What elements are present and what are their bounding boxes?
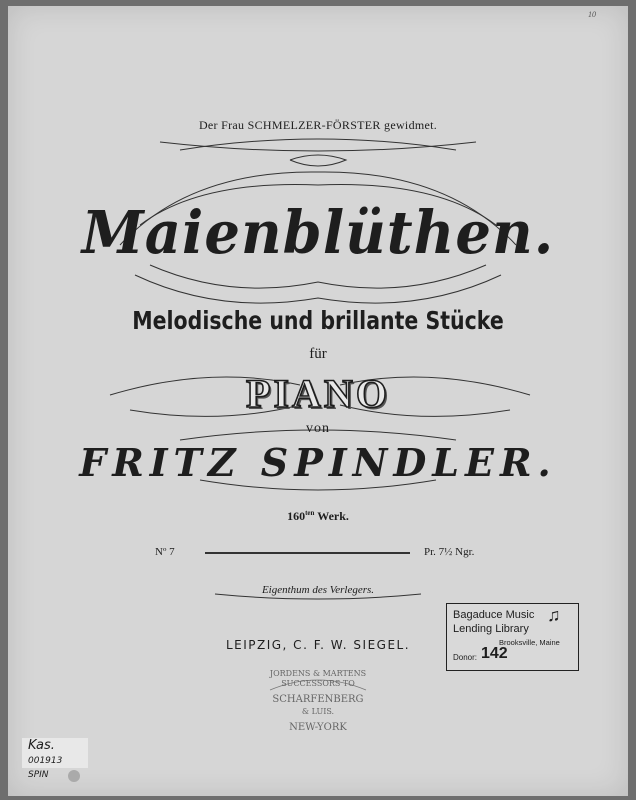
svg-text:SCHARFENBERG: SCHARFENBERG	[272, 694, 364, 705]
library-name-line2: Lending Library	[453, 623, 529, 635]
composer: FRITZ SPINDLER.	[79, 440, 557, 485]
catalog-dot	[68, 770, 80, 782]
subtitle: Melodische und brillante Stücke	[132, 306, 504, 335]
call-number-line3: SPIN	[28, 770, 49, 780]
number-label: Nº 7	[155, 546, 175, 558]
library-stamp	[446, 603, 579, 671]
divider-rule	[205, 552, 410, 554]
svg-text:JORDENS & MARTENS: JORDENS & MARTENS	[269, 669, 367, 678]
donor-number: 142	[481, 645, 508, 662]
ownership-note: Eigenthum des Verlegers.	[261, 584, 375, 596]
donor-label: Donor:	[453, 653, 478, 662]
dealer-stamp	[258, 660, 378, 740]
instrument: PIANO	[246, 371, 390, 416]
fuer-label: für	[309, 346, 327, 362]
library-name-line1: Bagaduce Music	[453, 609, 535, 621]
svg-text:& LUIS.: & LUIS.	[301, 707, 335, 716]
von-label: von	[306, 421, 330, 436]
call-number-label: Kas.	[22, 738, 88, 768]
opus-number: $160^{ten}$ Werk.	[287, 509, 349, 523]
page-marker: 10	[588, 10, 596, 19]
price: Pr. 7½ Ngr.	[424, 546, 475, 558]
call-number-line2: 001913	[28, 756, 63, 766]
dedication: Der Frau SCHMELZER-FÖRSTER gewidmet.	[198, 118, 438, 132]
svg-text:NEW-YORK: NEW-YORK	[289, 722, 347, 733]
library-location: Brooksville, Maine	[499, 638, 560, 647]
svg-text:SUCCESSORS TO: SUCCESSORS TO	[281, 679, 355, 688]
publisher: LEIPZIG, C. F. W. SIEGEL.	[225, 638, 411, 652]
music-note-icon: ♫	[547, 605, 561, 625]
title: Maienblüthen.	[81, 198, 555, 268]
